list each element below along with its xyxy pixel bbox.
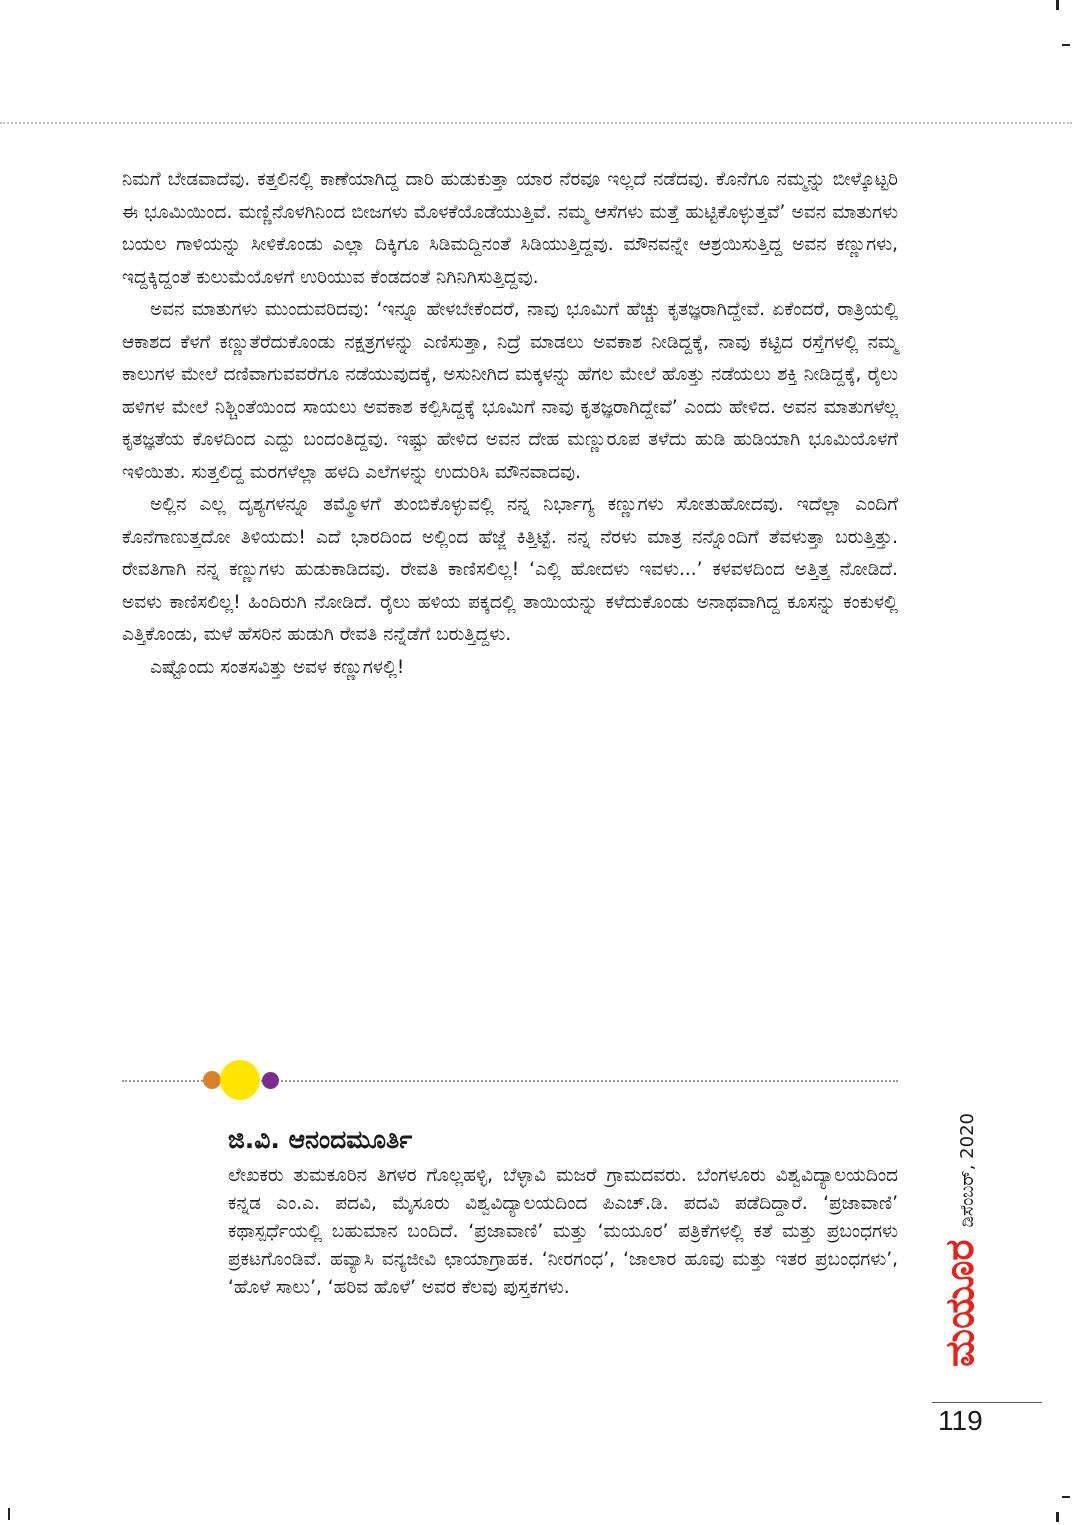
page-number-rule [932,1402,1042,1403]
magazine-masthead: ಮಯೂರ [937,1239,983,1367]
crop-mark [1056,1512,1059,1522]
top-dotted-rule [0,122,1072,124]
crop-mark [1062,1496,1070,1498]
orange-dot-ornament [203,1071,221,1089]
yellow-dot-ornament [220,1060,260,1100]
page-number: 119 [938,1405,983,1436]
issue-date: ಡಿಸೆಂಬರ್, 2020 [957,1113,978,1228]
story-paragraph: ಎಷ್ಟೊಂದು ಸಂತಸವಿತ್ತು ಅವಳ ಕಣ್ಣುಗಳಲ್ಲಿ! [150,656,405,678]
purple-dot-ornament [262,1072,279,1089]
magazine-sidebar [932,1090,988,1390]
author-bio-text: ಲೇಖಕರು ತುಮಕೂರಿನ ತಿಗಳರ ಗೊಲ್ಲಹಳ್ಳಿ, ಬೆಳ್ಳಾವಿ ಮಜರೆ ಗ್ರಾಮದವರು. ಬೆಂಗಳೂರು ವಿಶ್ವವಿದ್ಯಾಲಯದಿಂದ ಕನ್ನಡ ಎಂ.ಎ. ಪದವಿ, ಮೈಸೂರು ವಿಶ್ವವಿದ್ಯಾಲಯದಿಂದ ಪಿಎಚ್.ಡಿ. ಪದವಿ ಪಡೆದಿದ್ದಾರೆ. ‘ಪ್ರಜಾವಾಣಿ’ ಕಥಾಸ್ಪರ್ಧೆಯಲ್ಲಿ ಬಹುಮಾನ ಬಂದಿದೆ. ‘ಪ್ರಜಾವಾಣಿ’ ಮತ್ತು ‘ಮಯೂರ’ ಪತ್ರಿಕೆಗಳಲ್ಲಿ ಕತೆ ಮತ್ತು ಪ್ರಬಂಧಗಳು ಪ್ರಕಟಗೊಂಡಿವೆ. ಹವ್ಯಾಸಿ ವನ್ಯಜೀವಿ ಛಾಯಾಗ್ರಾಹಕ. ‘ನೀರಗಂಧ’, ‘ಜಾಲಾರ ಹೂವು ಮತ್ತು ಇತರ ಪ್ರಬಂಧಗಳು’, ‘ಹೊಳೆ ಸಾಲು’, ‘ಹರಿವ ಹೊಳೆ’ ಅವರ ಕೆಲವು ಪುಸ್ತಕಗಳು. [228,1165,898,1298]
author-name: ಜಿ.ವಿ. ಆನಂದಮೂರ್ತಿ [228,1125,413,1154]
story-paragraph: ಅಲ್ಲಿನ ಎಲ್ಲ ದೃಶ್ಯಗಳನ್ನೂ ತಮ್ಮೊಳಗೆ ತುಂಬಿಕೊಳ್ಳುವಲ್ಲಿ ನನ್ನ ನಿರ್ಭಾಗ್ಯ ಕಣ್ಣುಗಳು ಸೋತುಹೋದವು. ಇದೆಲ್ಲಾ ಎಂದಿಗೆ ಕೊನೆಗಾಣುತ್ತದೋ ತಿಳಿಯದು! ಎದೆ ಭಾರದಿಂದ ಅಲ್ಲಿಂದ ಹೆಜ್ಜೆ ಕಿತ್ತಿಟ್ಟೆ. ನನ್ನ ನೆರಳು ಮಾತ್ರ ನನ್ನೊಂದಿಗೆ ತೆವಳುತ್ತಾ ಬರುತ್ತಿತ್ತು. ರೇವತಿಗಾಗಿ ನನ್ನ ಕಣ್ಣುಗಳು ಹುಡುಕಾಡಿದವು. ರೇವತಿ ಕಾಣಿಸಲಿಲ್ಲ! ‘ಎಲ್ಲಿ ಹೋದಳು ಇವಳು...’ ಕಳವಳದಿಂದ ಅತ್ತಿತ್ತ ನೋಡಿದೆ. ಅವಳು ಕಾಣಿಸಲಿಲ್ಲ! ಹಿಂದಿರುಗಿ ನೋಡಿದೆ. ರೈಲು ಹಳಿಯ ಪಕ್ಕದಲ್ಲಿ ತಾಯಿಯನ್ನು ಕಳೆದುಕೊಂಡು ಅನಾಥವಾಗಿದ್ದ ಕೂಸನ್ನು ಕಂಕುಳಲ್ಲಿ ಎತ್ತಿಕೊಂಡು, ಮಳೆ ಹೆಸರಿನ ಹುಡುಗಿ ರೇವತಿ ನನ್ನೆಡೆಗೆ ಬರುತ್ತಿದ್ದಳು. [122,494,898,645]
story-paragraph: ನಿಮಗೆ ಬೇಡವಾದೆವು. ಕತ್ತಲಿನಲ್ಲಿ ಕಾಣೆಯಾಗಿದ್ದ ದಾರಿ ಹುಡುಕುತ್ತಾ ಯಾರ ನೆರವೂ ಇಲ್ಲದೆ ನಡೆದವು. ಕೊನೆಗೂ ನಮ್ಮನ್ನು ಬೀಳ್ಕೊಟ್ಟರಿ ಈ ಭೂಮಿಯಿಂದ. ಮಣ್ಣಿನೊಳಗಿನಿಂದ ಬೀಜಗಳು ಮೊಳಕೆಯೊಡೆಯುತ್ತಿವೆ. ನಮ್ಮ ಆಸೆಗಳು ಮತ್ತೆ ಹುಟ್ಟಿಕೊಳ್ಳುತ್ತವೆ’ ಅವನ ಮಾತುಗಳು ಬಯಲ ಗಾಳಿಯನ್ನು ಸೀಳಿಕೊಂಡು ಎಲ್ಲಾ ದಿಕ್ಕಿಗೂ ಸಿಡಿಮದ್ದಿನಂತೆ ಸಿಡಿಯುತ್ತಿದ್ದವು. ಮೌನವನ್ನೇ ಆಶ್ರಯಿಸುತ್ತಿದ್ದ ಅವನ ಕಣ್ಣುಗಳು, ಇದ್ದಕ್ಕಿದ್ದಂತೆ ಕುಲುಮೆಯೊಳಗೆ ಉರಿಯುವ ಕೆಂಡದಂತೆ ನಿಗಿನಿಗಿಸುತ್ತಿದ್ದವು. [122,169,898,288]
author-bio [228,1122,898,1302]
story-body [122,164,898,684]
crop-mark [1056,0,1059,10]
story-paragraph: ಅವನ ಮಾತುಗಳು ಮುಂದುವರಿದವು: ‘ಇನ್ನೂ ಹೇಳಬೇಕೆಂದರೆ, ನಾವು ಭೂಮಿಗೆ ಹೆಚ್ಚು ಕೃತಜ್ಞರಾಗಿದ್ದೇವೆ. ಏಕೆಂದರೆ, ರಾತ್ರಿಯಲ್ಲಿ ಆಕಾಶದ ಕೆಳಗೆ ಕಣ್ಣುತೆರೆದುಕೊಂಡು ನಕ್ಷತ್ರಗಳನ್ನು ಎಣಿಸುತ್ತಾ, ನಿದ್ರೆ ಮಾಡಲು ಅವಕಾಶ ನೀಡಿದ್ದಕ್ಕೆ, ನಾವು ಕಟ್ಟಿದ ರಸ್ತೆಗಳಲ್ಲಿ ನಮ್ಮ ಕಾಲುಗಳ ಮೇಲೆ ದಣಿವಾಗುವವರೆಗೂ ನಡೆಯುವುದಕ್ಕೆ, ಅಸುನೀಗಿದ ಮಕ್ಕಳನ್ನು ಹೆಗಲ ಮೇಲೆ ಹೊತ್ತು ನಡೆಯಲು ಶಕ್ತಿ ನೀಡಿದ್ದಕ್ಕೆ, ರೈಲು ಹಳಿಗಳ ಮೇಲೆ ನಿಶ್ಚಿಂತೆಯಿಂದ ಸಾಯಲು ಅವಕಾಶ ಕಲ್ಪಿಸಿದ್ದಕ್ಕೆ ಭೂಮಿಗೆ ನಾವು ಕೃತಜ್ಞರಾಗಿದ್ದೇವೆ’ ಎಂದು ಹೇಳಿದ. ಅವನ ಮಾತುಗಳೆಲ್ಲ ಕೃತಜ್ಞತೆಯ ಕೊಳದಿಂದ ಎದ್ದು ಬಂದಂತಿದ್ದವು. ಇಷ್ಟು ಹೇಳಿದ ಅವನ ದೇಹ ಮಣ್ಣುರೂಪ ತಳೆದು ಹುಡಿ ಹುಡಿಯಾಗಿ ಭೂಮಿಯೊಳಗೆ ಇಳಿಯಿತು. ಸುತ್ತಲಿದ್ದ ಮರಗಳೆಲ್ಲಾ ಹಳದಿ ಎಲೆಗಳನ್ನು ಉದುರಿಸಿ ಮೌನವಾದವು. [122,299,898,483]
crop-mark [1062,44,1070,46]
crop-mark [8,1508,10,1520]
